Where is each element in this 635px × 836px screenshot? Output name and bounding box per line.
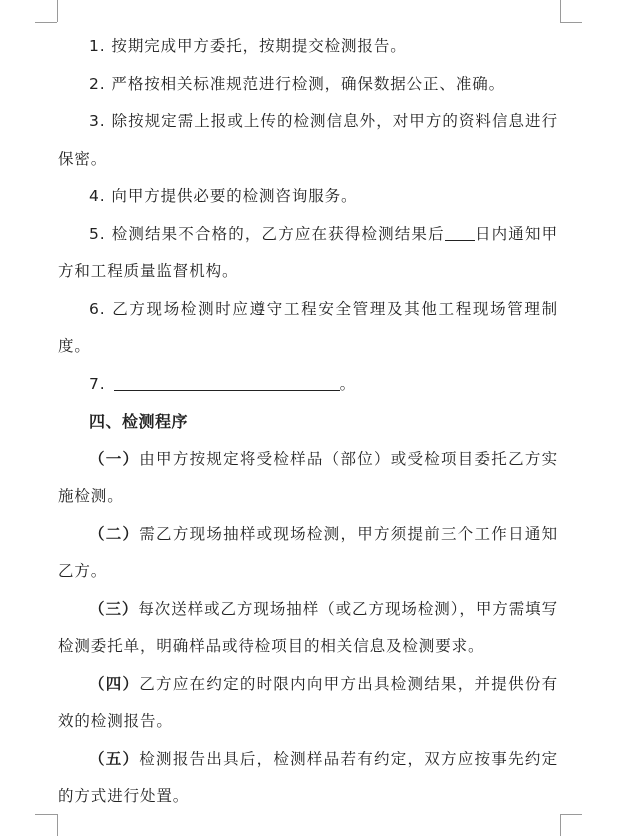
item-number: 2. — [89, 74, 106, 93]
list-item — [58, 103, 558, 178]
item-number: 5. — [89, 224, 106, 243]
list-item — [58, 366, 558, 404]
step-text: 每次送样或乙方现场抽样（或乙方现场检测），甲方需填写检测委托单，明确样品或待检项目的相关信息及检测要求。 — [58, 599, 558, 655]
list-item — [58, 28, 558, 66]
step-label: （四） — [89, 674, 140, 693]
step-label: （五） — [89, 749, 140, 768]
crop-mark-bottom-right-horizontal — [560, 814, 582, 815]
step-text: 需乙方现场抽样或现场检测，甲方须提前三个工作日通知乙方。 — [58, 524, 558, 580]
item-number: 6. — [89, 299, 106, 318]
item-number: 4. — [89, 187, 106, 205]
procedure-step — [58, 516, 558, 591]
crop-mark-bottom-left-horizontal — [35, 814, 57, 815]
crop-mark-top-left-vertical — [57, 0, 58, 22]
list-item — [58, 66, 558, 104]
document-body — [58, 28, 558, 816]
step-label: （一） — [89, 449, 140, 468]
item-text-after-blank: 日内通知甲方和工程质量监督机构。 — [58, 224, 558, 280]
section-heading: 四、检测程序 — [89, 412, 189, 431]
procedure-step — [58, 741, 558, 816]
procedure-step — [58, 591, 558, 666]
step-text: 由甲方按规定将受检样品（部位）或受检项目委托乙方实施检测。 — [58, 449, 558, 505]
days-blank-field[interactable] — [445, 224, 475, 241]
item-text: 乙方现场检测时应遵守工程安全管理及其他工程现场管理制度。 — [58, 299, 559, 355]
crop-mark-top-right-horizontal — [560, 22, 582, 23]
item-text: 向甲方提供必要的检测咨询服务。 — [111, 187, 358, 205]
list-item — [58, 178, 558, 216]
crop-mark-bottom-left-vertical — [57, 814, 58, 836]
item-number: 1. — [89, 37, 106, 55]
item-text-after-blank: 。 — [339, 374, 356, 393]
step-label: （三） — [89, 599, 139, 618]
step-label: （二） — [89, 524, 140, 543]
procedure-step — [58, 441, 558, 516]
list-item — [58, 291, 558, 366]
item-text: 除按规定需上报或上传的检测信息外，对甲方的资料信息进行保密。 — [58, 112, 558, 168]
item-number: 7. — [89, 374, 106, 393]
item-text-before-blank: 检测结果不合格的，乙方应在获得检测结果后 — [111, 224, 445, 243]
crop-mark-bottom-right-vertical — [560, 814, 561, 836]
item-text: 按期完成甲方委托，按期提交检测报告。 — [111, 37, 407, 55]
item-number: 3. — [89, 112, 106, 130]
step-text: 乙方应在约定的时限内向甲方出具检测结果，并提供份有效的检测报告。 — [58, 674, 558, 730]
custom-item-blank-field[interactable] — [114, 374, 340, 391]
crop-mark-top-right-vertical — [560, 0, 561, 22]
crop-mark-top-left-horizontal — [35, 22, 57, 23]
step-text: 检测报告出具后，检测样品若有约定，双方应按事先约定的方式进行处置。 — [58, 749, 558, 805]
item-text: 严格按相关标准规范进行检测，确保数据公正、准确。 — [111, 74, 506, 93]
procedure-step — [58, 666, 558, 741]
list-item — [58, 216, 558, 291]
